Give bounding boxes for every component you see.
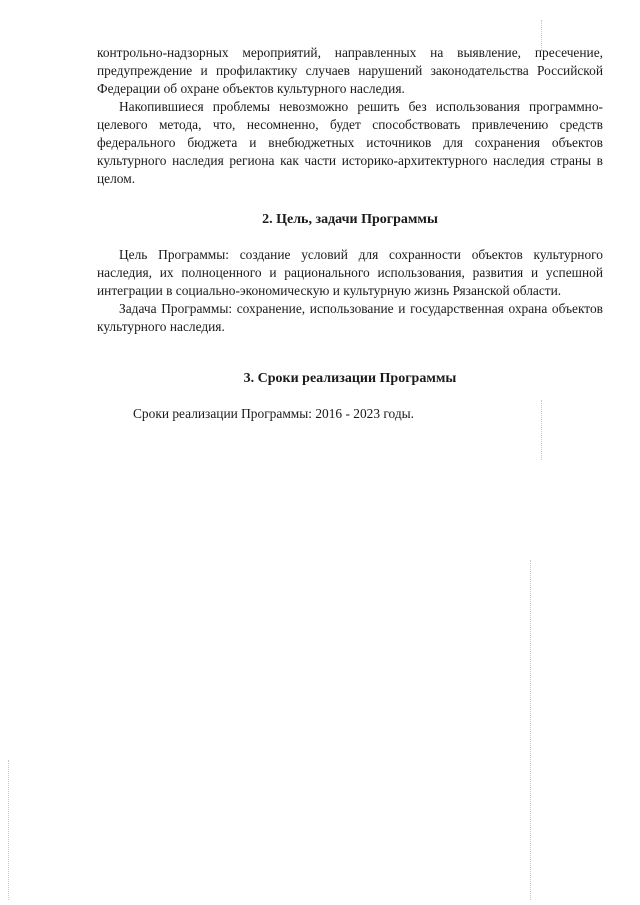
problems-paragraph: Накопившиеся проблемы невозможно решить без использования программно-целевого метода, что, несомненно, будет способствовать привлечению средств федерального бюджета и внебюджетных источников для сохранения объектов культурного наследия региона как части историко-архитектурного наследия страны в целом. (97, 99, 603, 186)
section-3-heading: 3. Сроки реализации Программы (243, 371, 457, 386)
timeframe-paragraph: Сроки реализации Программы: 2016 - 2023 годы. (133, 406, 415, 421)
section-2-heading: 2. Цель, задачи Программы (262, 212, 438, 227)
scan-artifact-line (8, 760, 9, 900)
goal-paragraph: Цель Программы: создание условий для сохранности объектов культурного наследия, их полноценного и рационального использования, развития и успешной интеграции в социально-экономическую и культурную жизнь Рязанской области. (97, 247, 603, 298)
task-paragraph: Задача Программы: сохранение, использование и государственная охрана объектов культурного наследия. (97, 301, 603, 334)
section-2-body (97, 246, 603, 336)
section-3-body (97, 405, 603, 423)
intro-text (97, 44, 603, 188)
scan-artifact-line (530, 560, 531, 900)
intro-paragraph: контрольно-надзорных мероприятий, направленных на выявление, пресечение, предупреждение и профилактику случаев нарушений законодательства Российской Федерации об охране объектов культурного наследия. (97, 45, 603, 96)
